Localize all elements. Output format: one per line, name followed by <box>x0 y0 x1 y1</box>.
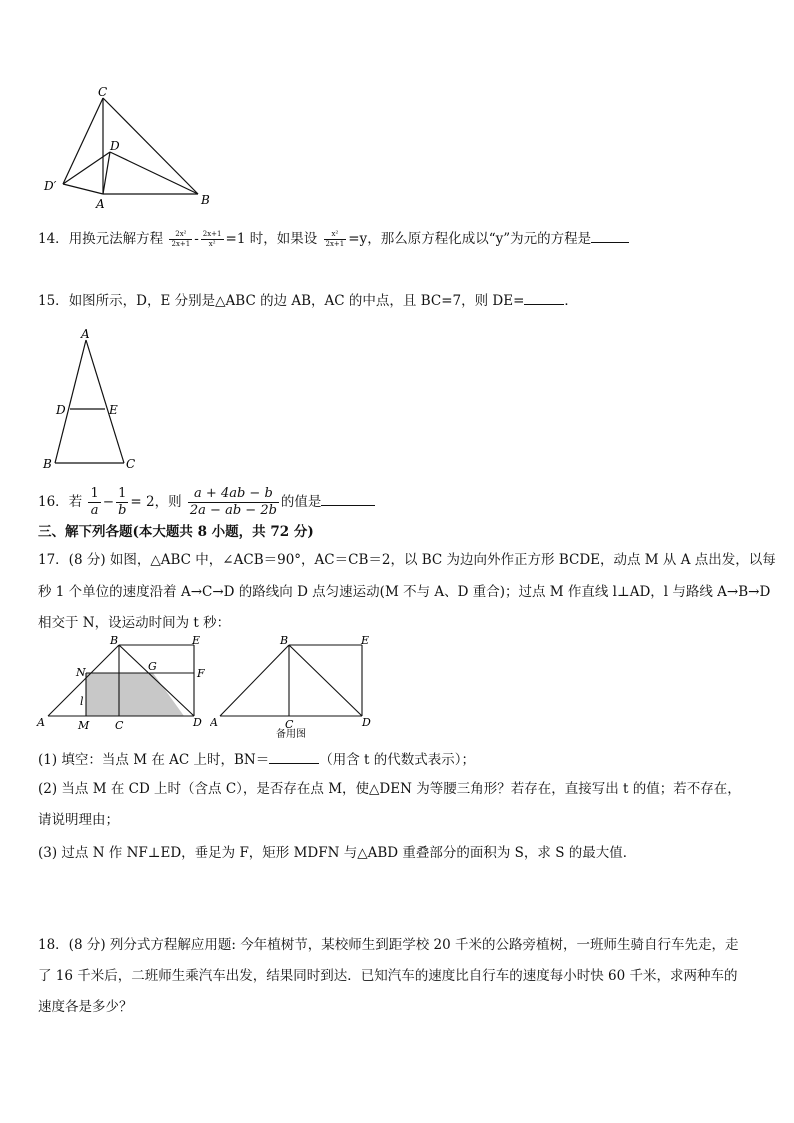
label-a: A <box>96 197 105 211</box>
section-3-title: 三、解下列各题(本大题共 8 小题，共 72 分) <box>38 524 314 540</box>
label-b: B <box>43 457 52 471</box>
q17-part2a: (2) 当点 M 在 CD 上时（含点 C），是否存在点 M，使△DEN 为等腰三角形？若存在，直接写出 t 的值；若不存在， <box>38 781 741 797</box>
label-c: C <box>126 457 136 471</box>
label-e: E <box>109 403 118 417</box>
figure-q17-backup <box>210 633 385 743</box>
label-e: E <box>192 634 201 647</box>
label-d: D <box>362 716 371 729</box>
label-n: N <box>76 666 86 679</box>
q16-frac-1-over-b: $\frac{1}{b}$ <box>118 486 127 518</box>
caption-backup: 备用图 <box>276 729 306 740</box>
figure-q17-main <box>34 633 209 733</box>
label-b: B <box>110 634 119 647</box>
q14-fraction-1: $\frac{\text{2x²}}{2x+1}$ <box>171 230 191 248</box>
q16-number: 16． <box>38 494 69 510</box>
question-14 <box>38 228 629 249</box>
q15-text: 如图所示，D，E 分别是△ABC 的边 AB，AC 的中点，且 BC=7，则 DE= <box>68 293 525 309</box>
label-m: M <box>78 719 90 732</box>
q14-text1: 用换元法解方程 <box>68 231 164 247</box>
q14-text3: =y，那么原方程化成以“y”为元的方程是 <box>348 231 592 247</box>
q17-line1: 17．(8 分) 如图，△ABC 中，∠ACB＝90°，AC＝CB＝2，以 BC 为边向外作正方形 BCDE，动点 M 从 A 点出发，以每 <box>38 552 776 568</box>
q17-part1-tail: （用含 t 的代数式表示）； <box>319 752 475 768</box>
q15-end: ． <box>564 293 578 309</box>
q15-answer-blank[interactable] <box>524 290 564 305</box>
q14-answer-blank[interactable] <box>591 228 629 243</box>
label-c: C <box>115 719 124 732</box>
figure-q15 <box>38 325 148 475</box>
label-g: G <box>148 660 157 673</box>
shaded-region <box>86 673 184 716</box>
q17-line3: 相交于 N，设运动时间为 t 秒： <box>38 615 231 631</box>
q14-minus: - <box>194 231 199 247</box>
q17-part2b: 请说明理由； <box>38 812 119 828</box>
label-a: A <box>210 716 218 729</box>
q17-part1-blank[interactable] <box>269 749 319 764</box>
label-b: B <box>280 634 289 647</box>
label-a: A <box>37 716 45 729</box>
q17-part1-text: (1) 填空：当点 M 在 AC 上时，BN＝ <box>38 752 270 768</box>
q16-mid: = 2，则 <box>130 494 182 510</box>
label-a: A <box>81 327 90 341</box>
label-d: D <box>193 716 202 729</box>
q15-number: 15． <box>38 293 69 309</box>
q17-part1 <box>38 749 475 770</box>
q14-text2: =1 时，如果设 <box>225 231 318 247</box>
label-f: F <box>197 667 205 680</box>
q16-ruo: 若 <box>68 494 83 510</box>
q18-line3: 速度各是多少？ <box>38 999 133 1015</box>
label-d-prime: D′ <box>44 179 57 193</box>
question-15 <box>38 290 578 311</box>
q16-end: 的值是 <box>280 494 322 510</box>
label-d: D <box>56 403 66 417</box>
label-d: D <box>110 139 120 153</box>
q18-line2: 了 16 千米后，二班师生乘汽车出发，结果同时到达．已知汽车的速度比自行车的速度每小时快 60 千米，求两种车的 <box>38 968 738 984</box>
q16-frac-1-over-a: $\frac{1}{a}$ <box>90 486 99 518</box>
label-l: l <box>80 695 84 708</box>
q14-fraction-3: $\frac{\text{x²}}{2x+1}$ <box>325 230 345 248</box>
q17-part3: (3) 过点 N 作 NF⊥ED，垂足为 F，矩形 MDFN 与△ABD 重叠部分的面积为 S，求 S 的最大值． <box>38 845 637 861</box>
question-16: 16．若 $\frac{1}{a}$ − $\frac{1}{b}$ = 2，则 $\frac{a + 4ab - b}{2a - ab - 2b}$ 的值是 <box>38 484 375 520</box>
q16-answer-blank[interactable] <box>321 491 375 506</box>
figure-q13 <box>38 82 228 212</box>
q14-number: 14． <box>38 231 69 247</box>
label-c: C <box>285 718 294 731</box>
q16-big-fraction: $\frac{a + 4ab - b}{2a - ab - 2b}$ <box>189 486 277 518</box>
label-e: E <box>361 634 370 647</box>
q18-line1: 18．(8 分) 列分式方程解应用题: 今年植树节，某校师生到距学校 20 千米的公路旁植树，一班师生骑自行车先走，走 <box>38 937 739 953</box>
q17-line2: 秒 1 个单位的速度沿着 A→C→D 的路线向 D 点匀速运动(M 不与 A、D 重合)；过点 M 作直线 l⊥AD，l 与路线 A→B→D <box>38 584 771 600</box>
q14-fraction-2: $\frac{2x+1}{\text{x²}}$ <box>202 230 222 248</box>
label-c: C <box>98 85 108 99</box>
label-b: B <box>201 193 210 207</box>
